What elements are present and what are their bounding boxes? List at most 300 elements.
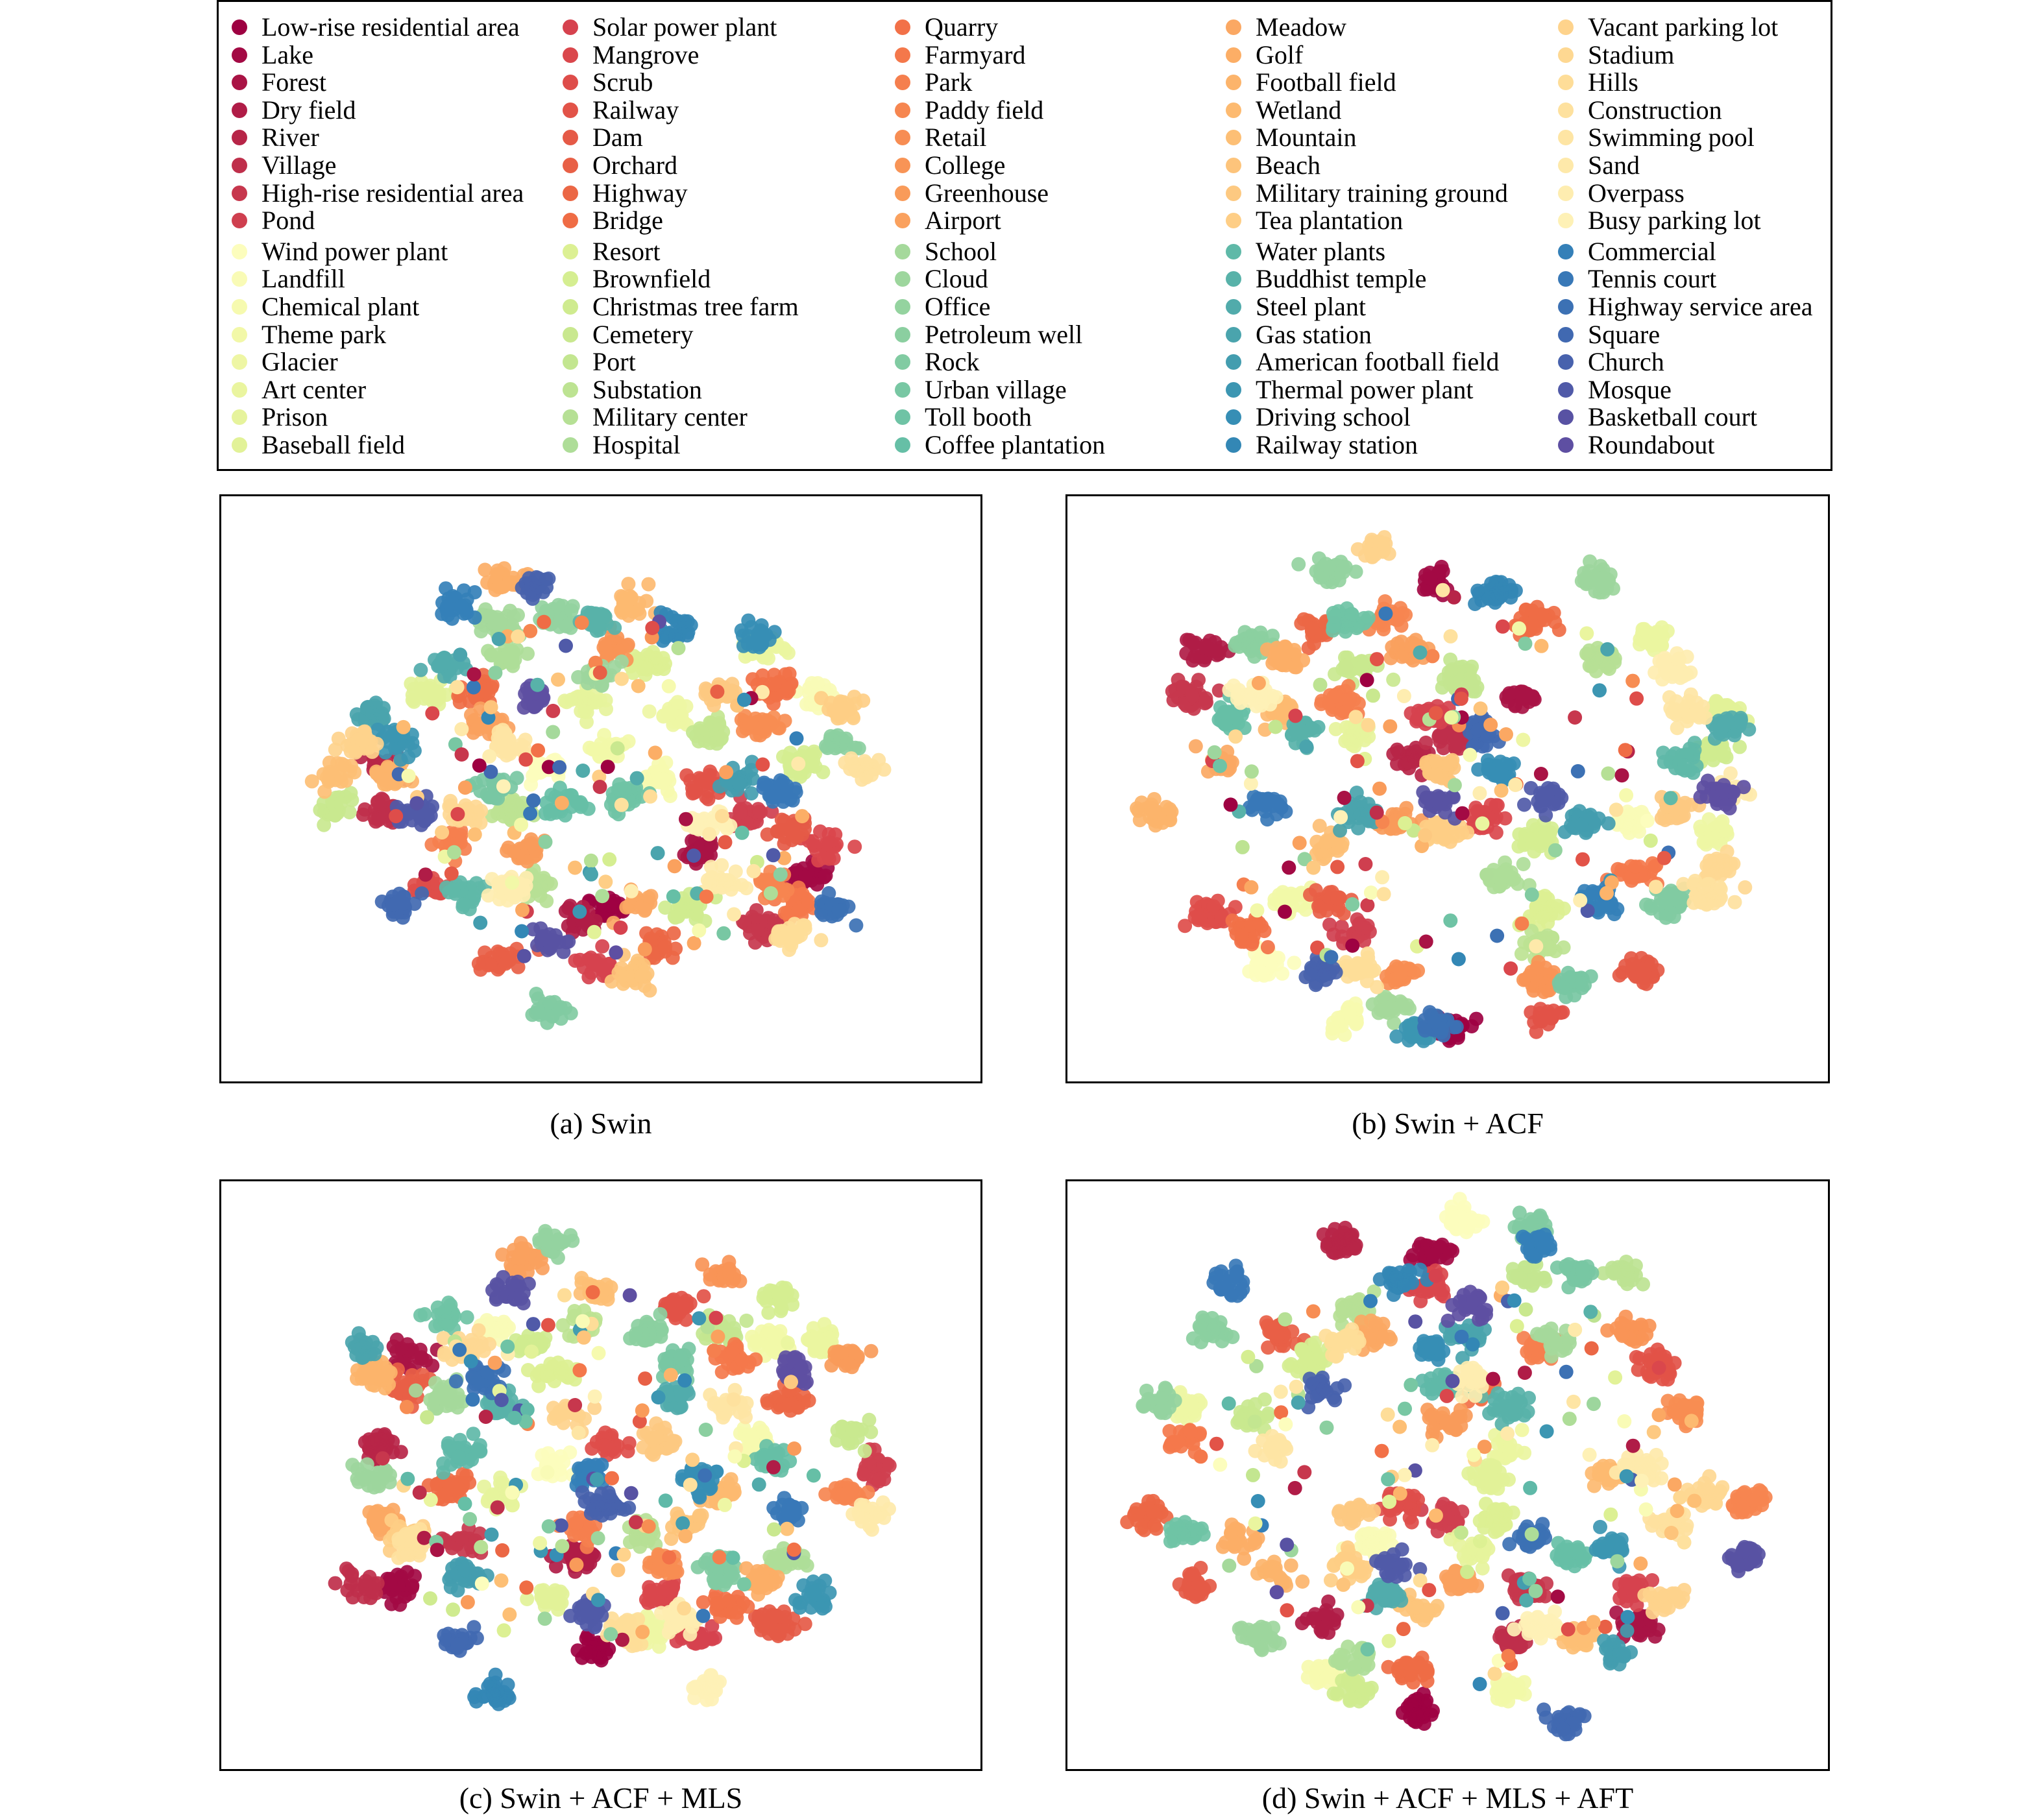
scatter-point xyxy=(467,668,481,682)
legend-label: Sand xyxy=(1588,151,1640,180)
legend-marker-icon xyxy=(895,327,910,343)
legend-marker-icon xyxy=(232,354,247,370)
legend-label: Prison xyxy=(262,402,328,432)
scatter-point xyxy=(1343,613,1357,627)
legend-label: Wind power plant xyxy=(262,236,448,266)
scatter-point xyxy=(666,889,681,904)
scatter-point xyxy=(1252,676,1266,690)
scatter-point xyxy=(1542,1011,1557,1025)
legend-label: Urban village xyxy=(925,374,1067,404)
scatter-point xyxy=(1189,739,1203,753)
legend-label: Airport xyxy=(925,206,1001,235)
scatter-point xyxy=(1261,940,1275,954)
legend-item xyxy=(895,14,998,41)
legend-item xyxy=(232,14,520,41)
legend-label: Commercial xyxy=(1588,236,1716,266)
legend-marker-icon xyxy=(895,244,910,259)
scatter-point xyxy=(1686,896,1701,910)
scatter-point xyxy=(533,880,548,894)
scatter-point xyxy=(552,598,566,612)
legend-label: Dam xyxy=(592,123,643,152)
scatter-point xyxy=(1208,745,1222,760)
scatter-point xyxy=(1278,649,1292,664)
legend-item xyxy=(232,180,524,207)
scatter-point xyxy=(458,780,472,795)
scatter-point xyxy=(455,747,469,762)
scatter-point xyxy=(386,898,400,912)
scatter-point xyxy=(1536,830,1550,845)
scatter-point xyxy=(443,794,457,808)
legend-label: Greenhouse xyxy=(925,178,1049,208)
legend-item xyxy=(895,152,1005,179)
legend-item xyxy=(232,404,328,431)
scatter-point xyxy=(611,741,625,756)
scatter-point xyxy=(450,807,465,821)
scatter-point xyxy=(1324,950,1338,964)
legend-item xyxy=(895,348,979,376)
legend-label: Square xyxy=(1588,319,1661,349)
scatter-point xyxy=(1554,791,1568,805)
legend-marker-icon xyxy=(563,102,578,118)
scatter-point xyxy=(615,602,629,616)
scatter-point xyxy=(1479,868,1494,882)
scatter-point xyxy=(389,809,403,823)
legend-marker-icon xyxy=(232,382,247,398)
legend-marker-icon xyxy=(563,158,578,173)
legend-marker-icon xyxy=(895,271,910,287)
scatter-point xyxy=(529,987,543,1001)
scatter-point xyxy=(668,629,683,644)
legend-item xyxy=(232,376,366,404)
legend-item xyxy=(895,321,1082,348)
scatter-point xyxy=(371,813,385,827)
legend-item xyxy=(1226,42,1303,69)
scatter-point xyxy=(1385,640,1399,655)
scatter-point xyxy=(520,854,534,869)
scatter-point xyxy=(710,684,724,699)
legend-label: Mangrove xyxy=(592,40,700,69)
scatter-point xyxy=(524,836,539,850)
scatter-point xyxy=(464,708,478,722)
scatter-point xyxy=(503,576,517,590)
scatter-point xyxy=(1235,840,1250,854)
scatter-point xyxy=(441,608,455,623)
legend-label: Military training ground xyxy=(1256,178,1508,208)
scatter-point xyxy=(831,709,846,723)
scatter-point xyxy=(757,776,772,790)
scatter-point xyxy=(343,805,357,819)
scatter-point xyxy=(495,745,509,759)
legend-marker-icon xyxy=(232,213,247,228)
scatter-point xyxy=(527,700,541,714)
legend-marker-icon xyxy=(563,130,578,145)
scatter-point xyxy=(1699,789,1714,804)
legend-marker-icon xyxy=(1558,130,1574,145)
scatter-point xyxy=(639,926,653,941)
legend-item xyxy=(1226,97,1341,124)
legend-label: Water plants xyxy=(1256,236,1386,266)
legend-marker-icon xyxy=(232,19,247,35)
legend-item xyxy=(1558,97,1722,124)
scatter-point xyxy=(1512,621,1526,636)
scatter-point xyxy=(786,826,800,841)
scatter-point xyxy=(703,736,717,750)
legend-label: Golf xyxy=(1256,40,1304,69)
legend-label: Railway xyxy=(592,95,679,125)
scatter-point xyxy=(1738,880,1752,895)
scatter-point xyxy=(1435,560,1449,574)
scatter-point xyxy=(720,873,735,887)
legend-marker-icon xyxy=(895,19,910,35)
legend-item xyxy=(232,293,419,320)
scatter-point xyxy=(1701,774,1715,788)
scatter-point xyxy=(502,652,516,666)
scatter-point xyxy=(1568,710,1582,725)
scatter-point xyxy=(1261,791,1275,806)
scatter-point xyxy=(791,756,805,771)
legend-marker-icon xyxy=(895,409,910,425)
scatter-point xyxy=(1678,796,1692,810)
legend-marker-icon xyxy=(563,382,578,398)
scatter-point xyxy=(631,679,646,693)
legend-label: Retail xyxy=(925,123,987,152)
legend-marker-icon xyxy=(895,213,910,228)
legend-marker-icon xyxy=(1226,75,1241,90)
scatter-point xyxy=(419,867,433,882)
legend-marker-icon xyxy=(895,299,910,315)
legend-marker-icon xyxy=(1226,327,1241,343)
scatter-point xyxy=(432,691,446,705)
scatter-point xyxy=(1304,967,1318,982)
legend-label: Basketball court xyxy=(1588,402,1758,432)
scatter-point xyxy=(510,771,524,785)
legend-label: Steel plant xyxy=(1256,292,1366,321)
legend-label: Port xyxy=(592,347,636,377)
scatter-point xyxy=(630,771,644,786)
legend-marker-icon xyxy=(1558,158,1574,173)
scatter-point xyxy=(1424,572,1438,586)
legend-marker-icon xyxy=(1226,354,1241,370)
scatter-point xyxy=(408,743,422,758)
scatter-point xyxy=(526,793,541,808)
scatter-point xyxy=(764,886,778,900)
scatter-point xyxy=(598,874,613,889)
legend-marker-icon xyxy=(563,409,578,425)
scatter-point xyxy=(481,644,495,658)
legend-label: Buddhist temple xyxy=(1256,264,1427,294)
scatter-point xyxy=(414,818,428,832)
caption-a: (a) Swin xyxy=(550,1107,652,1140)
scatter-point xyxy=(855,773,869,787)
scatter-point xyxy=(559,639,573,653)
scatter-point xyxy=(677,614,692,629)
legend-marker-icon xyxy=(1226,244,1241,259)
scatter-point xyxy=(523,624,537,638)
legend-label: Solar power plant xyxy=(592,12,777,42)
legend-item xyxy=(895,42,1026,69)
scatter-point xyxy=(1451,829,1465,843)
legend-label: Baseball field xyxy=(262,430,406,459)
scatter-point xyxy=(573,953,587,967)
scatter-point xyxy=(679,812,693,826)
scatter-point xyxy=(593,780,607,794)
scatter-point xyxy=(1625,957,1640,971)
scatter-point xyxy=(1252,916,1266,930)
scatter-point xyxy=(1376,536,1390,551)
legend-label: Football field xyxy=(1256,67,1396,97)
legend-label: Bridge xyxy=(592,206,663,235)
legend-label: Tennis court xyxy=(1588,264,1717,294)
legend-marker-icon xyxy=(895,186,910,201)
scatter-point xyxy=(1530,972,1544,987)
scatter-point xyxy=(1535,910,1550,924)
scatter-point xyxy=(1330,891,1344,906)
scatter-point xyxy=(773,789,787,803)
scatter-point xyxy=(1673,704,1687,718)
scatter-point xyxy=(584,867,598,882)
scatter-point xyxy=(1378,607,1393,621)
scatter-point xyxy=(565,603,579,618)
scatter-point xyxy=(1374,1003,1388,1017)
scatter-point xyxy=(1612,969,1627,983)
legend-item xyxy=(895,404,1032,431)
scatter-point xyxy=(1672,651,1686,666)
legend-marker-icon xyxy=(232,271,247,287)
scatter-point xyxy=(456,897,470,911)
scatter-point xyxy=(783,667,797,681)
legend-marker-icon xyxy=(1226,102,1241,118)
scatter-point xyxy=(343,786,358,801)
legend-label: Low-rise residential area xyxy=(262,12,520,42)
scatter-point xyxy=(746,864,760,878)
legend-item xyxy=(895,265,988,293)
scatter-point xyxy=(1341,679,1356,693)
scatter-point xyxy=(546,725,560,740)
legend-marker-icon xyxy=(232,186,247,201)
legend-marker-icon xyxy=(1558,354,1574,370)
scatter-point xyxy=(1386,747,1400,761)
legend-item xyxy=(1226,124,1357,151)
legend-marker-icon xyxy=(1558,47,1574,63)
legend-item xyxy=(895,207,1001,234)
scatter-point xyxy=(472,957,486,971)
scatter-point xyxy=(1446,790,1461,804)
scatter-point xyxy=(453,647,467,662)
scatter-point xyxy=(1337,1028,1352,1042)
legend-marker-icon xyxy=(563,47,578,63)
scatter-point xyxy=(613,921,627,935)
scatter-point xyxy=(770,824,785,838)
scatter-point xyxy=(746,640,760,654)
scatter-point xyxy=(1386,673,1400,687)
legend-item xyxy=(1558,238,1716,265)
scatter-point xyxy=(425,706,439,721)
legend-item xyxy=(563,124,643,151)
legend-item xyxy=(563,152,677,179)
scatter-point xyxy=(813,825,827,839)
scatter-point xyxy=(620,639,635,653)
legend-item xyxy=(1558,404,1757,431)
legend-label: Military center xyxy=(592,402,748,432)
scatter-point xyxy=(735,826,749,840)
scatter-point xyxy=(638,902,652,917)
scatter-point xyxy=(1655,638,1669,653)
scatter-point xyxy=(1516,690,1530,704)
scatter-point xyxy=(488,666,502,680)
legend-item xyxy=(1558,376,1672,404)
legend-label: Vacant parking lot xyxy=(1588,12,1779,42)
scatter-point xyxy=(439,581,453,596)
scatter-point xyxy=(588,957,602,971)
legend-item xyxy=(232,152,336,179)
scatter-point xyxy=(1535,639,1549,653)
legend-marker-icon xyxy=(1558,382,1574,398)
scatter-point xyxy=(502,951,516,965)
legend-item xyxy=(1558,124,1755,151)
legend-item xyxy=(563,180,688,207)
scatter-point xyxy=(683,773,698,788)
legend-marker-icon xyxy=(895,158,910,173)
legend-label: Hospital xyxy=(592,430,681,459)
legend-item xyxy=(563,431,681,459)
legend-marker-icon xyxy=(895,47,910,63)
scatter-point xyxy=(473,916,487,930)
scatter-point xyxy=(1686,708,1700,723)
legend-item xyxy=(563,348,636,376)
legend-marker-icon xyxy=(1226,271,1241,287)
scatter-point xyxy=(1579,626,1594,640)
scatter-point xyxy=(1217,706,1232,721)
legend-item xyxy=(232,265,345,293)
scatter-point xyxy=(1228,900,1243,914)
scatter-point xyxy=(1265,629,1280,643)
scatter-point xyxy=(1468,597,1482,611)
legend-item xyxy=(1558,14,1778,41)
scatter-point xyxy=(454,722,468,736)
scatter-point xyxy=(1463,671,1477,686)
scatter-point xyxy=(1254,625,1268,640)
legend-item xyxy=(1558,431,1715,459)
scatter-point xyxy=(1278,905,1292,919)
scatter-point xyxy=(1189,642,1204,656)
legend-item xyxy=(1558,207,1761,234)
scatter-point xyxy=(1163,802,1177,816)
scatter-point xyxy=(531,1002,545,1017)
scatter-point xyxy=(1529,1025,1544,1039)
scatter-point xyxy=(1377,887,1391,901)
scatter-point xyxy=(668,859,682,873)
scatter-point xyxy=(1718,862,1733,876)
scatter-point xyxy=(551,673,565,687)
scatter-point xyxy=(1661,662,1675,676)
scatter-point xyxy=(642,983,657,998)
scatter-point xyxy=(519,878,533,893)
scatter-point xyxy=(618,781,632,795)
legend-item xyxy=(563,14,777,41)
scatter-point xyxy=(658,939,672,954)
legend-marker-icon xyxy=(1226,186,1241,201)
legend-item xyxy=(563,293,799,320)
legend-item xyxy=(895,180,1049,207)
scatter-point xyxy=(1649,625,1664,639)
scatter-point xyxy=(1601,816,1616,830)
scatter-point xyxy=(810,676,825,690)
scatter-point xyxy=(790,731,804,745)
scatter-point xyxy=(648,745,663,760)
scatter-point xyxy=(1410,712,1424,726)
scatter-point xyxy=(679,699,694,714)
scatter-point xyxy=(409,796,424,810)
scatter-point xyxy=(1450,1020,1464,1034)
legend-marker-icon xyxy=(1226,382,1241,398)
legend-marker-icon xyxy=(1226,437,1241,453)
scatter-point xyxy=(592,611,607,625)
scatter-point xyxy=(782,926,796,940)
scatter-point xyxy=(1231,687,1245,701)
scatter-point xyxy=(376,772,391,786)
scatter-point xyxy=(511,798,525,812)
scatter-point xyxy=(1350,956,1365,970)
legend-marker-icon xyxy=(1558,271,1574,287)
legend-item xyxy=(1226,180,1508,207)
scatter-point xyxy=(1452,952,1466,967)
scatter-point xyxy=(1320,904,1334,918)
scatter-point xyxy=(530,678,544,692)
scatter-point xyxy=(1426,649,1440,663)
scatter-point xyxy=(614,672,629,686)
legend-marker-icon xyxy=(1558,437,1574,453)
scatter-point xyxy=(832,904,846,918)
scatter-point xyxy=(507,845,521,859)
scatter-point xyxy=(716,926,731,941)
legend-label: Chemical plant xyxy=(262,292,420,321)
legend-marker-icon xyxy=(563,75,578,90)
legend-label: School xyxy=(925,236,997,266)
scatter-point xyxy=(641,577,655,592)
scatter-point xyxy=(767,677,781,692)
scatter-point xyxy=(1528,620,1542,634)
legend-item xyxy=(1226,376,1473,404)
legend-label: Petroleum well xyxy=(925,319,1083,349)
scatter-point xyxy=(836,734,850,749)
scatter-point xyxy=(520,647,535,661)
scatter-point xyxy=(598,637,613,651)
scatter-point xyxy=(700,889,714,904)
scatter-point xyxy=(394,753,408,767)
scatter-point xyxy=(431,659,445,673)
scatter-point xyxy=(496,779,511,793)
legend-marker-icon xyxy=(1226,409,1241,425)
scatter-point xyxy=(1714,882,1728,897)
scatter-point xyxy=(1269,690,1284,705)
scatter-point xyxy=(621,577,635,591)
scatter-point xyxy=(715,809,729,823)
scatter-point xyxy=(413,663,428,677)
legend-marker-icon xyxy=(1226,158,1241,173)
legend-item xyxy=(1226,404,1411,431)
scatter-point xyxy=(782,943,796,957)
legend-item xyxy=(895,293,990,320)
legend-item xyxy=(563,97,679,124)
scatter-point xyxy=(1664,884,1678,898)
scatter-point xyxy=(1677,758,1692,773)
legend-marker-icon xyxy=(1226,130,1241,145)
scatter-point xyxy=(1717,717,1731,731)
scatter-point xyxy=(1185,689,1199,703)
scatter-point xyxy=(705,870,719,884)
scatter-point xyxy=(1434,818,1448,832)
scatter-point xyxy=(1548,843,1563,858)
